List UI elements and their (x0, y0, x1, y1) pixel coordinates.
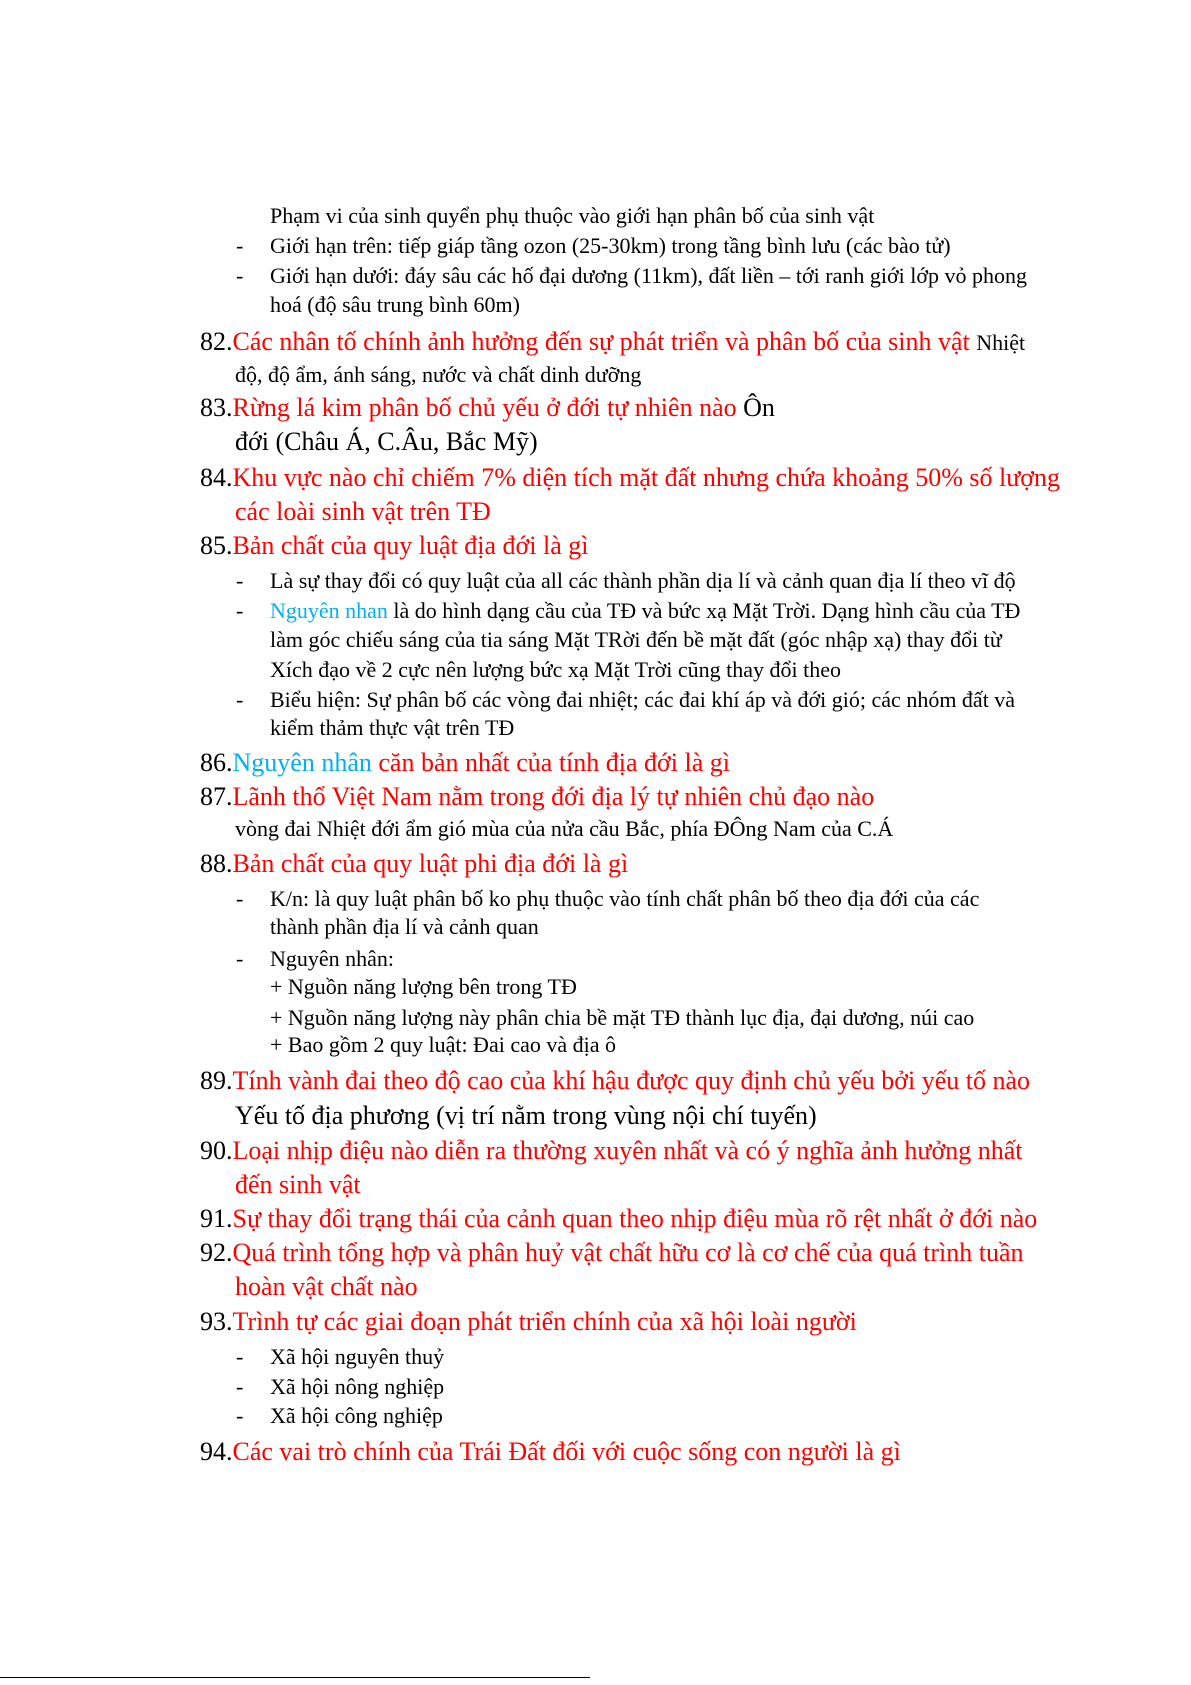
bullet-dash: - (236, 598, 244, 623)
bullet-dash: - (236, 263, 244, 288)
question-number: 83. (200, 393, 233, 422)
q88-bullet-definition-cont: thành phần địa lí và cảnh quan (270, 914, 539, 939)
q85-bullet-cause-cont: Xích đạo về 2 cực nên lượng bức xạ Mặt Trời cũng thay đổi theo (270, 657, 842, 682)
question-text: căn bản nhất của tính địa đới là gì (371, 748, 730, 777)
bullet-dash: - (236, 946, 244, 971)
question-number: 87. (200, 782, 233, 811)
intro-scope: Phạm vi của sinh quyển phụ thuộc vào giới hạn phân bố của sinh vật (270, 203, 875, 228)
question-number: 89. (200, 1066, 233, 1095)
answer-83: đới (Châu Á, C.Âu, Bắc Mỹ) (235, 427, 538, 456)
question-text: Quá trình tổng hợp và phân huỷ vật chất hữu cơ là cơ chế của quá trình tuần (232, 1238, 1024, 1267)
question-92-cont: hoàn vật chất nào (235, 1272, 418, 1301)
question-84 (200, 463, 1060, 493)
question-85 (200, 531, 588, 561)
question-text: Sự thay đổi trạng thái của cảnh quan theo nhịp điệu mùa rõ rệt nhất ở đới nào (232, 1204, 1038, 1233)
q93-list-item: Xã hội nông nghiệp (270, 1374, 445, 1399)
q85-bullet-expression-cont: kiểm thảm thực vật trên TĐ (270, 715, 515, 740)
q85-bullet-cause (270, 598, 1020, 624)
question-90 (200, 1136, 1023, 1166)
question-number: 82. (200, 327, 233, 356)
answer-89: Yếu tố địa phương (vị trí nằm trong vùng nội chí tuyến) (235, 1101, 817, 1130)
q88-sub-item: + Nguồn năng lượng này phân chia bề mặt TĐ thành lục địa, đại dương, núi cao (270, 1005, 975, 1030)
question-92 (200, 1238, 1024, 1268)
q85-bullet-definition: Là sự thay đổi có quy luật của all các thành phần dịa lí và cảnh quan địa lí theo vĩ độ (270, 568, 1016, 593)
footnote-separator (0, 1677, 590, 1678)
q85-bullet-cause-cont: làm góc chiếu sáng của tia sáng Mặt TRời đến bề mặt đất (góc nhập xạ) thay đổi từ (270, 627, 1002, 652)
intro-lower-limit-cont: hoá (độ sâu trung bình 60m) (270, 292, 520, 317)
q85-bullet-expression: Biểu hiện: Sự phân bố các vòng đai nhiệt; các đai khí áp và đới gió; các nhóm đất và (270, 687, 1016, 712)
intro-lower-limit: Giới hạn dưới: đáy sâu các hố đại dương (11km), đất liền – tới ranh giới lớp vỏ phong (270, 263, 1027, 288)
question-number: 92. (200, 1238, 233, 1267)
question-89 (200, 1066, 1030, 1096)
bullet-dash: - (236, 233, 244, 258)
question-text: Bản chất của quy luật phi địa đới là gì (232, 849, 629, 878)
question-text: Loại nhịp điệu nào diễn ra thường xuyên nhất và có ý nghĩa ảnh hưởng nhất (232, 1136, 1023, 1165)
question-text: Tính vành đai theo độ cao của khí hậu được quy định chủ yếu bởi yếu tố nào (232, 1066, 1031, 1095)
answer-text: Nhiệt (976, 330, 1026, 355)
question-number: 84. (200, 463, 233, 492)
intro-upper-limit: Giới hạn trên: tiếp giáp tầng ozon (25-30km) trong tầng bình lưu (các bào tử) (270, 233, 951, 258)
question-number: 85. (200, 531, 233, 560)
question-text: Lãnh thổ Việt Nam nằm trong đới địa lý tự nhiên chủ đạo nào (232, 782, 875, 811)
question-text: Rừng lá kim phân bố chủ yếu ở đới tự nhiên nào (232, 393, 737, 422)
bullet-dash: - (236, 1374, 244, 1399)
bullet-dash: - (236, 886, 244, 911)
highlight-text: Nguyên nhan (270, 598, 388, 623)
answer-82: độ, độ ẩm, ánh sáng, nước và chất dinh dưỡng (235, 362, 642, 387)
bullet-dash: - (236, 1403, 244, 1428)
answer-87: vòng đai Nhiệt đới ẩm gió mùa của nửa cầu Bắc, phía ĐÔng Nam của C.Á (235, 816, 894, 841)
question-83 (200, 393, 775, 423)
question-94 (200, 1437, 901, 1467)
question-number: 93. (200, 1307, 233, 1336)
question-93 (200, 1307, 857, 1337)
question-text: Khu vực nào chỉ chiếm 7% diện tích mặt đất nhưng chứa khoảng 50% số lượng (232, 463, 1061, 492)
question-text: Trình tự các giai đoạn phát triển chính của xã hội loài người (232, 1307, 857, 1336)
q88-bullet-cause: Nguyên nhân: (270, 946, 395, 971)
cause-text: là do hình dạng cầu của TĐ và bức xạ Mặt Trời. Dạng hình cầu của TĐ (387, 598, 1021, 623)
question-number: 90. (200, 1136, 233, 1165)
bullet-dash: - (236, 568, 244, 593)
q93-list-item: Xã hội công nghiệp (270, 1403, 443, 1428)
question-87 (200, 782, 874, 812)
question-82 (200, 327, 1025, 357)
question-number: 91. (200, 1204, 233, 1233)
highlight-text: Nguyên nhân (232, 748, 372, 777)
bullet-dash: - (236, 687, 244, 712)
question-number: 94. (200, 1437, 233, 1466)
q88-sub-item: + Bao gồm 2 quy luật: Đai cao và địa ô (270, 1032, 616, 1057)
question-84-cont: các loài sinh vật trên TĐ (235, 497, 491, 526)
question-text: Các vai trò chính của Trái Đất đối với cuộc sống con người là gì (232, 1437, 901, 1466)
question-text: Bản chất của quy luật địa đới là gì (232, 531, 589, 560)
question-88 (200, 849, 628, 879)
q88-bullet-definition: K/n: là quy luật phân bố ko phụ thuộc vào tính chất phân bố theo địa đới của các (270, 886, 980, 911)
bullet-dash: - (236, 1344, 244, 1369)
question-90-cont: đến sinh vật (235, 1170, 361, 1199)
question-text: Các nhân tố chính ảnh hưởng đến sự phát triển và phân bố của sinh vật (232, 327, 970, 356)
question-number: 86. (200, 748, 233, 777)
q93-list-item: Xã hội nguyên thuỷ (270, 1344, 445, 1369)
answer-text: Ôn (743, 393, 775, 422)
question-number: 88. (200, 849, 233, 878)
question-91 (200, 1204, 1037, 1234)
q88-sub-item: + Nguồn năng lượng bên trong TĐ (270, 974, 577, 999)
question-86 (200, 748, 730, 778)
